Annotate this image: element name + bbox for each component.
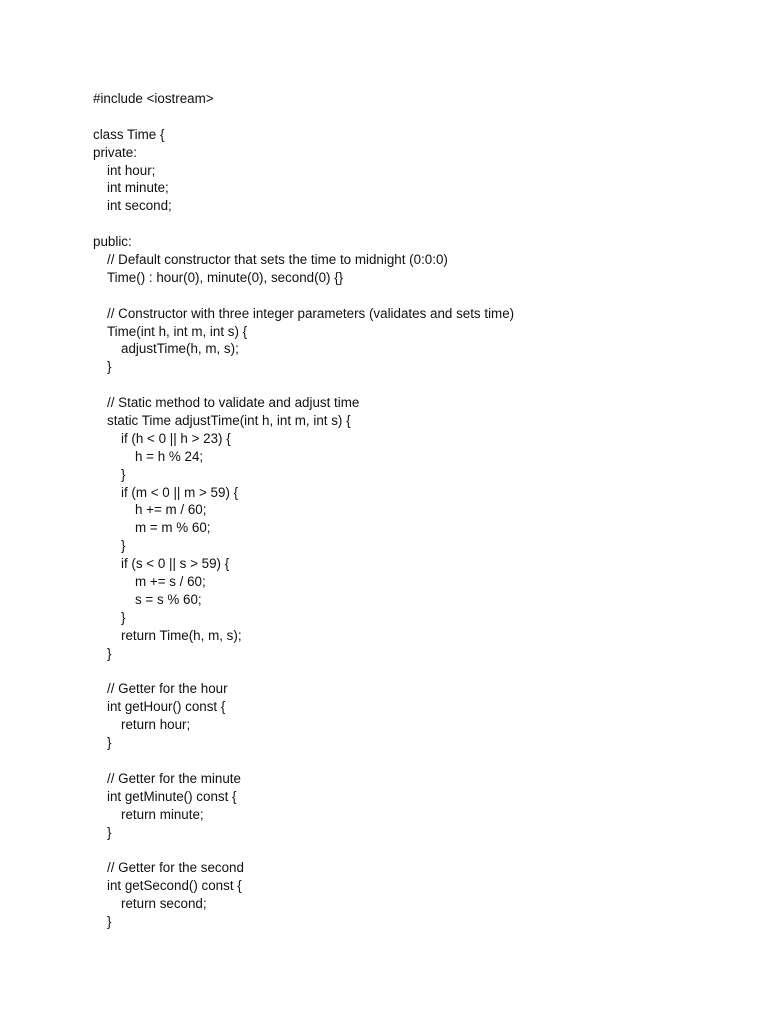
code-line: private: [93,144,137,160]
blank-line [93,841,733,859]
code-line: adjustTime(h, m, s); [121,341,239,357]
code-line: int second; [107,198,172,214]
code-line: class Time { [93,126,165,142]
code-line: } [121,609,126,625]
code-line: Time(int h, int m, int s) { [107,323,248,339]
code-line: h = h % 24; [135,448,204,464]
code-line: static Time adjustTime(int h, int m, int s) { [107,413,351,429]
code-line: s = s % 60; [135,591,202,607]
code-line: return hour; [121,717,191,733]
code-line: return second; [121,896,207,912]
code-line: m += s / 60; [135,574,206,590]
code-comment: // Static method to validate and adjust time [107,395,360,411]
code-comment: // Default constructor that sets the time to midnight (0:0:0) [107,252,448,268]
code-line: int hour; [107,162,156,178]
blank-line [93,108,733,126]
blank-line [93,287,733,305]
code-line: if (m < 0 || m > 59) { [121,484,239,500]
code-line: if (s < 0 || s > 59) { [121,556,230,572]
code-line: int getSecond() const { [107,878,242,894]
code-comment: // Getter for the minute [107,770,241,786]
code-comment: // Constructor with three integer parameters (validates and sets time) [107,305,515,321]
code-comment: // Getter for the hour [107,681,228,697]
blank-line [93,215,733,233]
code-line: int getHour() const { [107,699,226,715]
code-line: Time() : hour(0), minute(0), second(0) {} [107,269,344,285]
blank-line [93,663,733,681]
code-line: } [107,824,112,840]
blank-line [93,376,733,394]
code-line: } [107,913,112,929]
code-line: #include <iostream> [93,91,214,106]
code-line: } [107,645,112,661]
code-line: return Time(h, m, s); [121,627,242,643]
code-line: if (h < 0 || h > 23) { [121,430,231,446]
blank-line [93,752,733,770]
code-line: return minute; [121,806,204,822]
code-line: public: [93,234,132,250]
code-line: } [107,359,112,375]
code-line: } [121,466,126,482]
code-block [93,90,733,931]
code-line: m = m % 60; [135,520,211,536]
code-comment: // Getter for the second [107,860,244,876]
code-line: int getMinute() const { [107,788,237,804]
code-line: } [121,538,126,554]
code-line: int minute; [107,180,169,196]
code-line: h += m / 60; [135,502,207,518]
code-line: } [107,735,112,751]
